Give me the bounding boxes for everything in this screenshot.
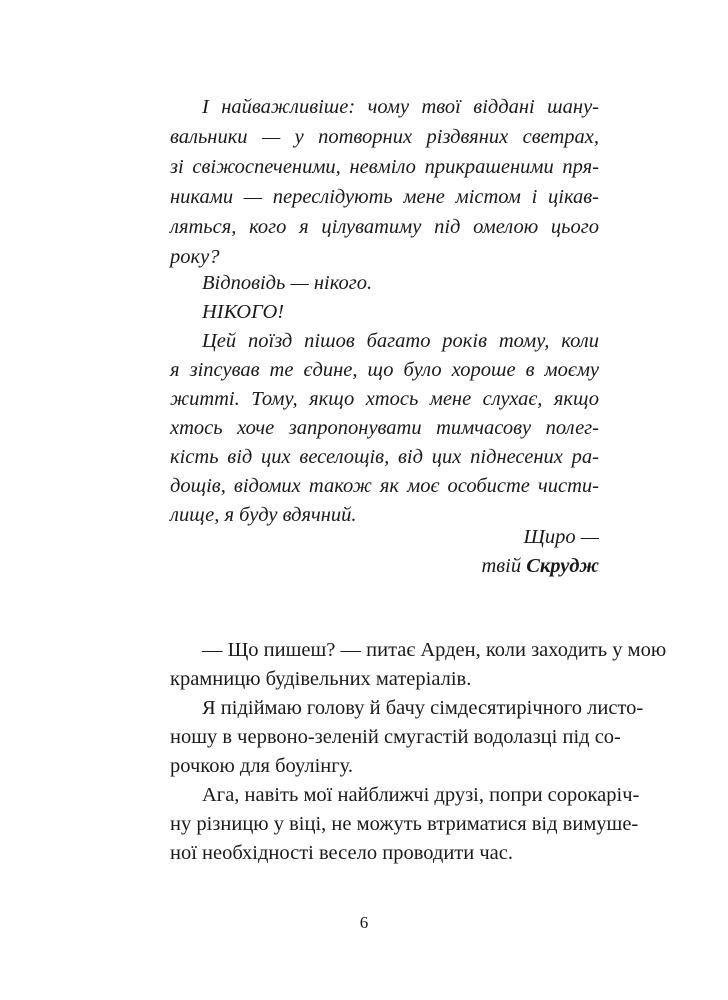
narrative-text-line: крамницю будівельних матеріалів. <box>170 668 472 690</box>
page-number: 6 <box>359 913 369 932</box>
narrative-text-line: ну різницю у віці, не можуть втриматися від вимуше- <box>170 813 639 835</box>
letter-text-line: никами — переслідують мене містом і цікав- <box>170 186 599 208</box>
letter-text-line: Цей поїзд пішов багато років тому, коли <box>202 330 599 352</box>
letter-text-line: вальники — у потворних різдвяних светрах, <box>170 126 599 148</box>
letter-text-line: НІКОГО! <box>202 301 285 323</box>
letter-text-line: хтось хоче запропонувати тимчасову полег- <box>170 417 599 439</box>
narrative-text-line: ної необхідності весело проводити час. <box>170 842 513 864</box>
narrative-text-line: — Що пишеш? — питає Арден, коли заходить у мою <box>202 639 667 661</box>
letter-closing: Щиро — <box>523 526 599 548</box>
signature-prefix: твій <box>481 555 527 577</box>
letter-text-line: дощів, відомих також як моє особисте чисти- <box>170 475 599 497</box>
letter-text-line: я зіпсував те єдине, що було хороше в моєму <box>170 359 599 381</box>
narrative-text-line: Ага, навіть мої найближчі друзі, попри сорокаріч- <box>202 784 640 806</box>
letter-text-line: кість від цих веселощів, від цих піднесених ра- <box>170 446 599 468</box>
letter-text-line: ляться, кого я цілуватиму під омелою цього <box>170 216 599 238</box>
signature-name: Скрудж <box>526 555 599 577</box>
letter-text-line: І найважливіше: чому твої віддані шану- <box>202 96 599 118</box>
narrative-text-line: рочкою для боулінгу. <box>170 755 353 777</box>
letter-text-line: року? <box>170 246 220 268</box>
letter-text-line: лище, я буду вдячний. <box>170 504 357 526</box>
letter-text-line: Відповідь — нікого. <box>202 272 373 294</box>
letter-signature <box>481 556 599 577</box>
letter-text-line: житті. Тому, якщо хтось мене слухає, якщо <box>170 388 599 410</box>
narrative-text-line: Я підіймаю голову й бачу сімдесятирічного листо- <box>202 697 644 719</box>
narrative-text-line: ношу в червоно-зеленій смугастій водолазці під со- <box>170 726 621 748</box>
letter-text-line: зі свіжоспеченими, невміло прикрашеними пря- <box>170 156 599 178</box>
